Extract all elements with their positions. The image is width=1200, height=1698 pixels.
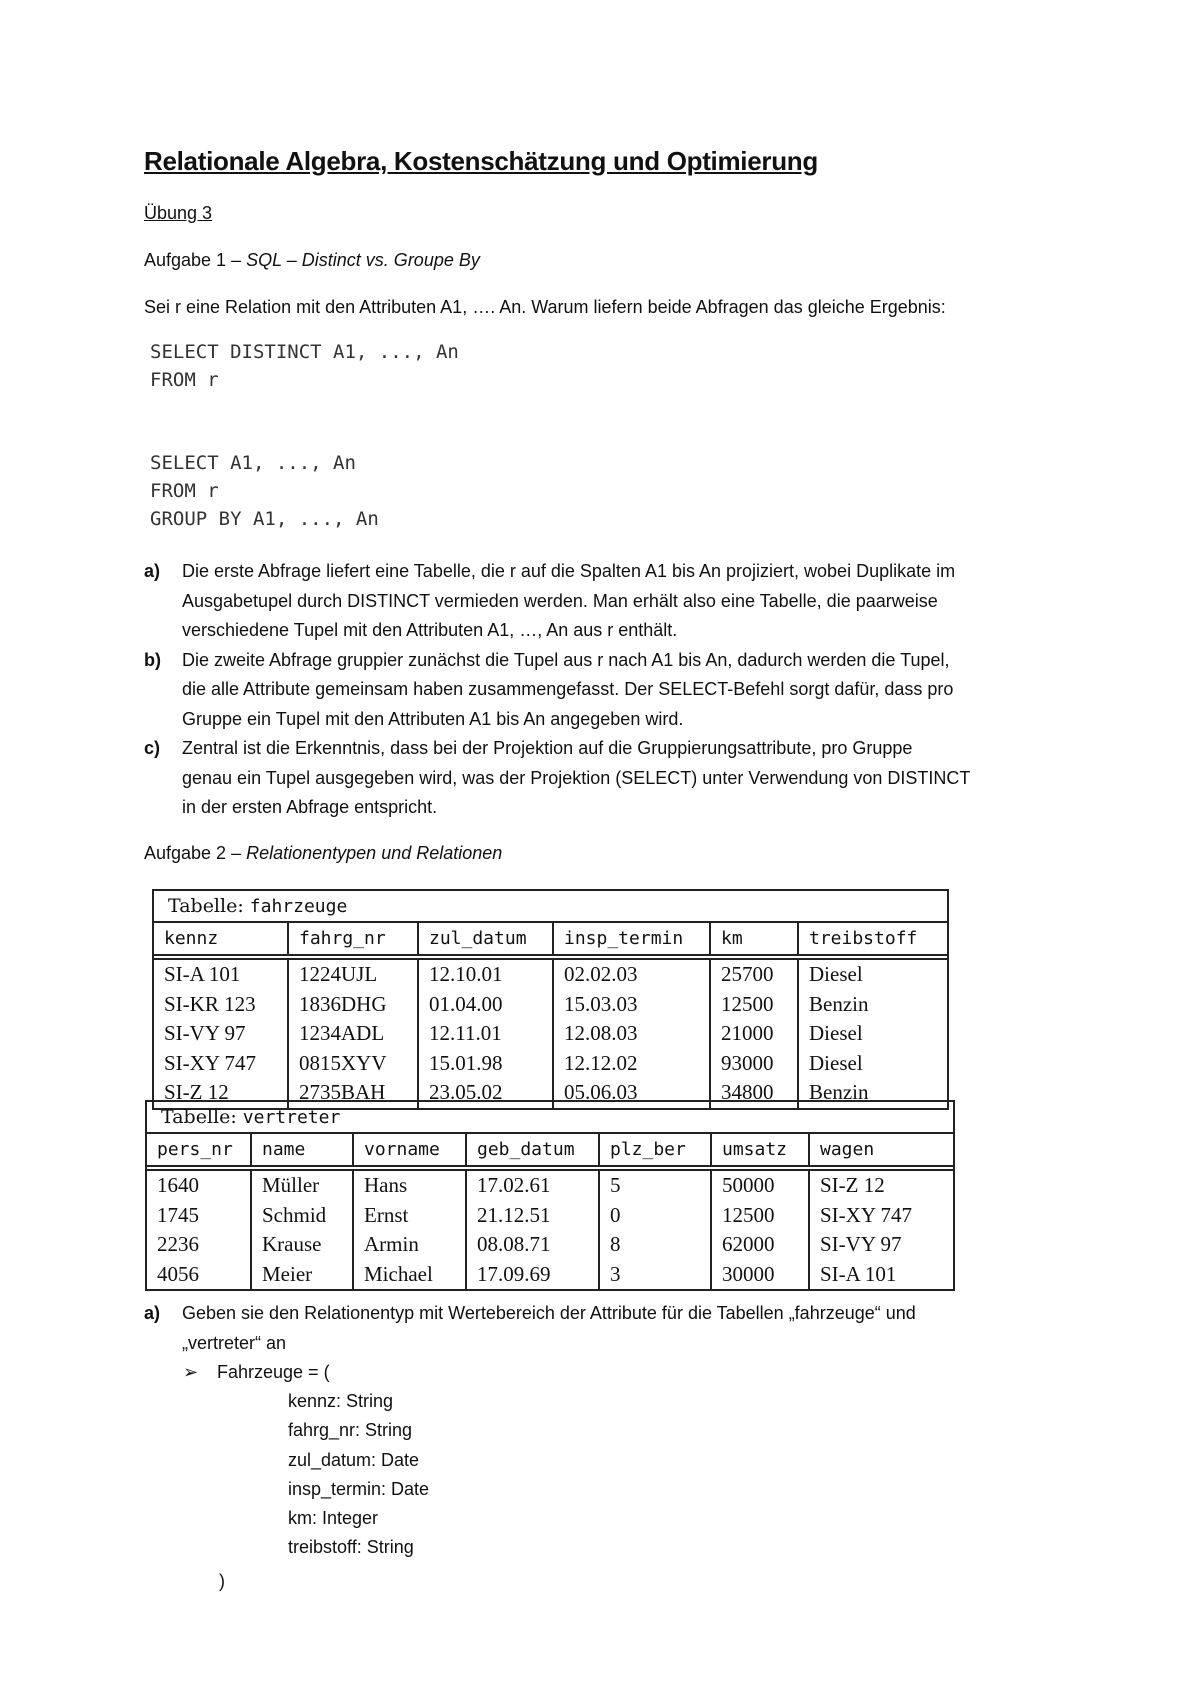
table-cell: 21000 — [710, 1019, 798, 1049]
table-cell: 30000 — [711, 1260, 809, 1290]
answer-line: Gruppe ein Tupel mit den Attributen A1 bis An angegeben wird. — [182, 708, 684, 729]
table-row — [147, 1170, 953, 1201]
code-line: GROUP BY A1, ..., An — [150, 508, 379, 530]
column-header: pers_nr — [147, 1134, 251, 1166]
sql-query-groupby — [150, 449, 379, 533]
table-cell: 1224UJL — [288, 959, 418, 990]
table-cell: 8 — [599, 1230, 711, 1260]
table-cell: Diesel — [809, 962, 863, 986]
schema-head-row — [183, 1358, 330, 1387]
code-line: SELECT A1, ..., An — [150, 452, 356, 474]
table-cell: 1836DHG — [288, 990, 418, 1020]
table-cell: 0 — [599, 1201, 711, 1231]
table-cell: Armin — [353, 1230, 466, 1260]
answer-line: Zentral ist die Erkenntnis, dass bei der Projektion auf die Gruppierungsattribute, pro Gruppe — [182, 738, 913, 758]
table-cell: SI-KR 123 — [154, 990, 288, 1020]
table-cell: 02.02.03 — [553, 959, 710, 990]
table-row — [154, 1049, 947, 1079]
task1-answers — [144, 557, 1064, 823]
schema-attribute: zul_datum: Date — [288, 1449, 420, 1470]
table-cell: Benzin — [809, 991, 869, 1016]
task1-topic: SQL – Distinct vs. Groupe By — [246, 250, 480, 270]
table-cell: 12500 — [710, 990, 798, 1020]
table-cell: SI-VY 97 — [154, 1019, 288, 1049]
task1-heading — [144, 250, 480, 271]
question-line: Geben sie den Relationentyp mit Wertebereich der Attribute für die Tabellen „fahrzeuge“ und — [182, 1303, 916, 1323]
table-cell: Diesel — [809, 1021, 863, 1046]
schema-attribute: treibstoff: String — [288, 1537, 414, 1558]
table-cell: 1640 — [147, 1170, 251, 1201]
table-cell: 34800 — [710, 1078, 798, 1108]
schema-attribute: km: Integer — [288, 1508, 379, 1529]
table-row — [154, 990, 947, 1020]
arrow-bullet-icon: ➢ — [183, 1362, 199, 1382]
schema-attribute: kennz: String — [288, 1391, 394, 1411]
table-caption — [154, 891, 947, 923]
task1-question: Sei r eine Relation mit den Attributen A1, …. An. Warum liefern beide Abfragen das gleiche Ergebnis: — [144, 297, 946, 317]
answer-line: Die zweite Abfrage gruppier zunächst die Tupel aus r nach A1 bis An, dadurch werden die Tupel, — [182, 649, 950, 670]
table-cell: 5 — [599, 1170, 711, 1201]
table-row — [154, 959, 947, 990]
table-cell: SI-VY 97 — [820, 1232, 902, 1257]
table-cell: 21.12.51 — [466, 1201, 599, 1231]
table-cell: 17.09.69 — [466, 1260, 599, 1290]
table-cell: 4056 — [147, 1260, 251, 1290]
table-cell: SI-XY 747 — [154, 1049, 288, 1079]
task2-prefix: Aufgabe 2 – — [144, 843, 247, 863]
table-cell: 17.02.61 — [466, 1170, 599, 1201]
code-line: SELECT DISTINCT A1, ..., An — [150, 341, 459, 363]
table-cell: Benzin — [809, 1080, 869, 1105]
table-cell: SI-Z 12 — [154, 1078, 288, 1108]
caption-label: Tabelle: — [168, 895, 244, 917]
answer-b — [144, 646, 1064, 735]
list-marker: c) — [144, 738, 161, 758]
exercise-label: Übung 3 — [144, 203, 213, 223]
column-header: km — [710, 923, 798, 955]
column-header: insp_termin — [553, 923, 710, 955]
table-cell: 01.04.00 — [418, 990, 553, 1020]
table-cell: 12500 — [711, 1201, 809, 1231]
table-row — [147, 1201, 953, 1231]
vertreter-grid — [147, 1134, 953, 1289]
table-cell: Müller — [251, 1170, 353, 1201]
column-header: umsatz — [711, 1134, 809, 1166]
task1-prefix: Aufgabe 1 – — [144, 250, 247, 270]
table-cell: 12.11.01 — [418, 1019, 553, 1049]
table-cell: Hans — [353, 1170, 466, 1201]
caption-label: Tabelle: — [161, 1106, 237, 1128]
question-line: „vertreter“ an — [182, 1332, 287, 1353]
caption-table-name: fahrzeuge — [249, 896, 348, 917]
schema-attribute: insp_termin: Date — [288, 1478, 430, 1499]
answer-c — [144, 734, 1064, 823]
table-cell: 12.10.01 — [418, 959, 553, 990]
table-vertreter — [145, 1100, 955, 1291]
answer-a — [144, 557, 1064, 646]
table-row — [147, 1260, 953, 1290]
table-cell: 23.05.02 — [418, 1078, 553, 1108]
schema-attribute: fahrg_nr: String — [288, 1420, 413, 1441]
column-header: fahrg_nr — [288, 923, 418, 955]
table-cell: Michael — [353, 1260, 466, 1290]
code-line: FROM r — [150, 480, 219, 502]
page-title: Relationale Algebra, Kostenschätzung und Optimierung — [144, 146, 818, 176]
table-cell: 3 — [599, 1260, 711, 1290]
table-cell: Meier — [251, 1260, 353, 1290]
table-cell: 12.12.02 — [553, 1049, 710, 1079]
list-marker: a) — [144, 561, 161, 581]
table-cell: SI-Z 12 — [820, 1173, 885, 1197]
task2-topic: Relationentypen und Relationen — [246, 843, 503, 863]
sql-query-distinct — [150, 338, 459, 394]
schema-attributes — [288, 1387, 429, 1563]
answer-line: verschiedene Tupel mit den Attributen A1, …, An aus r enthält. — [182, 620, 678, 640]
column-header: vorname — [353, 1134, 466, 1166]
table-fahrzeuge — [152, 889, 949, 1110]
list-marker: a) — [144, 1303, 161, 1323]
table-cell: SI-A 101 — [154, 959, 288, 990]
table-cell: 08.08.71 — [466, 1230, 599, 1260]
answer-line: die alle Attribute gemeinsam haben zusammengefasst. Der SELECT-Befehl sorgt dafür, dass pro — [182, 679, 954, 699]
table-cell: 05.06.03 — [553, 1078, 710, 1108]
table-cell: Ernst — [353, 1201, 466, 1231]
caption-table-name: vertreter — [242, 1107, 341, 1128]
table-row — [147, 1230, 953, 1260]
column-header: geb_datum — [466, 1134, 599, 1166]
header-row — [154, 923, 947, 955]
table-cell: 15.03.03 — [553, 990, 710, 1020]
table-cell: 1745 — [147, 1201, 251, 1231]
header-row — [147, 1134, 953, 1166]
table-cell: Schmid — [251, 1201, 353, 1231]
table-row — [154, 1019, 947, 1049]
column-header: name — [251, 1134, 353, 1166]
question-a — [144, 1299, 1064, 1358]
table-cell: SI-XY 747 — [820, 1202, 912, 1227]
table-cell: 25700 — [710, 959, 798, 990]
list-marker: b) — [144, 649, 161, 670]
column-header: treibstoff — [809, 928, 918, 949]
table-cell: Diesel — [809, 1050, 863, 1075]
table-cell: 2735BAH — [288, 1078, 418, 1108]
table-cell: 50000 — [711, 1170, 809, 1201]
answer-line: in der ersten Abfrage entspricht. — [182, 797, 438, 817]
table-caption — [147, 1102, 953, 1134]
table-cell: 0815XYV — [288, 1049, 418, 1079]
column-header: wagen — [820, 1139, 875, 1160]
table-cell: 93000 — [710, 1049, 798, 1079]
code-line: FROM r — [150, 369, 219, 391]
task2-question-a — [144, 1299, 1064, 1358]
task2-heading — [144, 843, 502, 864]
table-cell: 2236 — [147, 1230, 251, 1260]
column-header: kennz — [154, 923, 288, 955]
column-header: zul_datum — [418, 923, 553, 955]
answer-line: Die erste Abfrage liefert eine Tabelle, die r auf die Spalten A1 bis An projiziert, wobei Duplikate im — [182, 561, 956, 581]
fahrzeuge-grid — [154, 923, 947, 1108]
answer-line: Ausgabetupel durch DISTINCT vermieden werden. Man erhält also eine Tabelle, die paarweise — [182, 590, 938, 611]
table-cell: 12.08.03 — [553, 1019, 710, 1049]
table-cell: 62000 — [711, 1230, 809, 1260]
schema-head: Fahrzeuge = ( — [217, 1362, 330, 1382]
table-cell: 15.01.98 — [418, 1049, 553, 1079]
schema-close: ) — [219, 1571, 225, 1591]
table-cell: SI-A 101 — [820, 1261, 897, 1286]
table-cell: Krause — [251, 1230, 353, 1260]
column-header: plz_ber — [599, 1134, 711, 1166]
answer-line: genau ein Tupel ausgegeben wird, was der Projektion (SELECT) unter Verwendung von DISTINCT — [182, 767, 971, 788]
table-cell: 1234ADL — [288, 1019, 418, 1049]
